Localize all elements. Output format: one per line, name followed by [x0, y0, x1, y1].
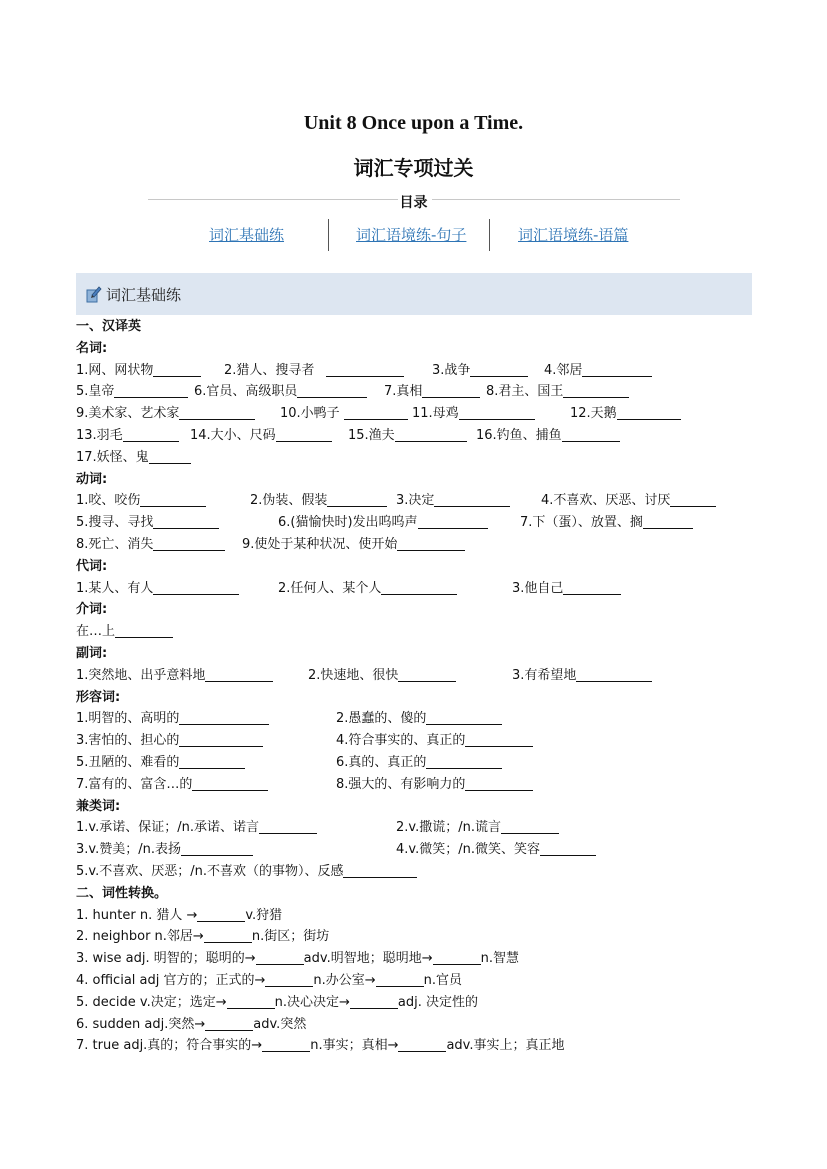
conversion-row — [76, 1014, 766, 1036]
conversion-text: adv.突然 — [253, 1016, 307, 1032]
noun-item: 7.真相 — [384, 384, 423, 400]
verb-item: 7.下（蛋）、放置、搁 — [520, 515, 643, 531]
answer-blank[interactable] — [197, 907, 245, 922]
adjective-item: 2.愚蠢的、傻的 — [336, 711, 427, 727]
adjectives-row — [76, 752, 766, 774]
noun-item: 17.妖怪、鬼 — [76, 449, 149, 465]
multi-class-item: 1.v.承诺、保证；/n.承诺、诺言 — [76, 820, 259, 836]
answer-blank[interactable] — [276, 427, 332, 442]
adjective-item: 1.明智的、高明的 — [76, 711, 180, 727]
answer-blank[interactable] — [205, 1016, 253, 1031]
adjective-item: 7.富有的、富含…的 — [76, 776, 193, 792]
nouns-row — [76, 425, 766, 447]
adverb-item: 1.突然地、出乎意料地 — [76, 667, 206, 683]
answer-blank[interactable] — [465, 732, 533, 747]
answer-blank[interactable] — [563, 383, 629, 398]
answer-blank[interactable] — [140, 492, 206, 507]
adjective-item: 4.符合事实的、真正的 — [336, 733, 466, 749]
prepositions-row — [76, 621, 766, 643]
noun-item: 11.母鸡 — [412, 406, 459, 422]
answer-blank[interactable] — [343, 863, 417, 878]
answer-blank[interactable] — [179, 405, 255, 420]
nouns-row — [76, 360, 766, 382]
noun-item: 13.羽毛 — [76, 427, 123, 443]
verb-item: 6.(猫愉快时)发出呜呜声 — [278, 515, 418, 531]
preposition-item: 在…上 — [76, 624, 116, 640]
noun-item: 14.大小、尺码 — [190, 427, 276, 443]
answer-blank[interactable] — [350, 994, 398, 1009]
answer-blank[interactable] — [670, 492, 716, 507]
adverbs-row — [76, 665, 766, 687]
answer-blank[interactable] — [297, 383, 367, 398]
noun-item: 6.官员、高级职员 — [194, 384, 298, 400]
nouns-label: 名词: — [76, 340, 108, 356]
verbs-row — [76, 490, 766, 512]
answer-blank[interactable] — [398, 1037, 446, 1052]
answer-blank[interactable] — [204, 928, 252, 943]
answer-blank[interactable] — [153, 580, 239, 595]
verb-item: 8.死亡、消失 — [76, 536, 154, 552]
answer-blank[interactable] — [465, 776, 533, 791]
multi-class-item: 4.v.微笑；/n.微笑、笑容 — [396, 842, 540, 858]
conversion-text: n.办公室→ — [313, 972, 376, 988]
noun-item: 1.网、网状物 — [76, 362, 154, 378]
conversion-text: 3. wise adj. 明智的；聪明的→ — [76, 951, 256, 967]
noun-item: 15.渔夫 — [348, 427, 395, 443]
answer-blank[interactable] — [153, 536, 225, 551]
answer-blank[interactable] — [459, 405, 535, 420]
pencil-note-icon — [86, 285, 102, 303]
conversion-row — [76, 926, 766, 948]
answer-blank[interactable] — [179, 710, 269, 725]
conversion-text: 4. official adj 官方的；正式的→ — [76, 972, 266, 988]
adjectives-row — [76, 708, 766, 730]
multi-class-row — [76, 839, 766, 861]
noun-item: 10.小鸭子 — [280, 406, 340, 422]
conversion-text: adv.事实上；真正地 — [446, 1038, 565, 1054]
noun-item: 9.美术家、艺术家 — [76, 406, 180, 422]
adjective-item: 5.丑陋的、难看的 — [76, 754, 180, 770]
noun-item: 5.皇帝 — [76, 384, 115, 400]
noun-item: 16.钓鱼、捕鱼 — [476, 427, 562, 443]
conversion-text: n.街区；街坊 — [251, 929, 330, 945]
answer-blank[interactable] — [262, 1037, 310, 1052]
answer-blank[interactable] — [397, 536, 465, 551]
answer-blank[interactable] — [181, 841, 253, 856]
section-banner — [76, 273, 752, 315]
verbs-row — [76, 512, 766, 534]
answer-blank[interactable] — [470, 362, 528, 377]
answer-blank[interactable] — [149, 449, 191, 464]
conversion-text: 6. sudden adj.突然→ — [76, 1016, 206, 1032]
multi-class-label: 兼类词: — [76, 798, 121, 814]
answer-blank[interactable] — [395, 427, 467, 442]
answer-blank[interactable] — [381, 580, 457, 595]
conversion-text: 2. neighbor n.邻居→ — [76, 929, 204, 945]
answer-blank[interactable] — [376, 972, 424, 987]
page-title: Unit 8 Once upon a Time. — [303, 112, 524, 134]
verb-item: 9.使处于某种状况、使开始 — [242, 536, 398, 552]
answer-blank[interactable] — [227, 994, 275, 1009]
answer-blank[interactable] — [256, 950, 304, 965]
verbs-row — [76, 534, 766, 556]
pronoun-item: 1.某人、有人 — [76, 580, 154, 596]
page-subtitle: 词汇专项过关 — [353, 156, 474, 180]
answer-blank[interactable] — [114, 383, 188, 398]
answer-blank[interactable] — [563, 580, 621, 595]
answer-blank[interactable] — [326, 362, 404, 377]
adverb-item: 2.快速地、很快 — [308, 667, 399, 683]
conversion-row — [76, 948, 766, 970]
pronoun-item: 2.任何人、某个人 — [278, 580, 382, 596]
answer-blank[interactable] — [115, 623, 173, 638]
conversion-text: v.狩猎 — [245, 907, 283, 923]
toc-link-sentence[interactable]: 词汇语境练-句子 — [356, 226, 467, 244]
answer-blank[interactable] — [418, 514, 488, 529]
answer-blank[interactable] — [398, 667, 456, 682]
adjectives-row — [76, 730, 766, 752]
answer-blank[interactable] — [327, 492, 387, 507]
answer-blank[interactable] — [582, 362, 652, 377]
answer-blank[interactable] — [426, 710, 502, 725]
answer-blank[interactable] — [265, 972, 313, 987]
answer-blank[interactable] — [540, 841, 596, 856]
adverbs-label: 副词: — [76, 645, 108, 661]
answer-blank[interactable] — [422, 383, 480, 398]
toc-separator — [328, 219, 329, 251]
conversion-row — [76, 1035, 766, 1057]
answer-blank[interactable] — [576, 667, 652, 682]
noun-item: 4.邻居 — [544, 362, 583, 378]
noun-item: 2.猎人、搜寻者 — [224, 362, 315, 378]
answer-blank[interactable] — [179, 754, 245, 769]
part2-heading: 二、词性转换。 — [76, 885, 168, 901]
conversion-text: n.智慧 — [480, 951, 519, 967]
answer-blank[interactable] — [344, 405, 408, 420]
conversion-text: 1. hunter n. 猎人 → — [76, 907, 198, 923]
toc-title: 目录 — [399, 195, 428, 211]
answer-blank[interactable] — [426, 754, 502, 769]
toc-link-basic[interactable]: 词汇基础练 — [209, 226, 285, 244]
answer-blank[interactable] — [153, 362, 201, 377]
adjectives-label: 形容词: — [76, 689, 121, 705]
verb-item: 5.搜寻、寻找 — [76, 515, 154, 531]
toc-separator — [489, 219, 490, 251]
verb-item: 3.决定 — [396, 493, 435, 509]
toc-link-passage[interactable]: 词汇语境练-语篇 — [518, 226, 629, 244]
answer-blank[interactable] — [434, 492, 510, 507]
conversion-text: n.官员 — [423, 972, 463, 988]
multi-class-item: 2.v.撒谎；/n.谎言 — [396, 820, 501, 836]
conversion-text: adv.明智地；聪明地→ — [303, 951, 433, 967]
answer-blank[interactable] — [617, 405, 681, 420]
noun-item: 12.天鹅 — [570, 406, 617, 422]
conversion-row — [76, 905, 766, 927]
answer-blank[interactable] — [153, 514, 219, 529]
pronoun-item: 3.他自己 — [512, 580, 564, 596]
adverb-item: 3.有希望地 — [512, 667, 577, 683]
conversion-text: 5. decide v.决定；选定→ — [76, 994, 227, 1010]
adjective-item: 8.强大的、有影响力的 — [336, 776, 466, 792]
nouns-row — [76, 403, 766, 425]
answer-blank[interactable] — [433, 950, 481, 965]
adjectives-row — [76, 774, 766, 796]
adjective-item: 6.真的、真正的 — [336, 754, 427, 770]
verb-item: 1.咬、咬伤 — [76, 493, 141, 509]
conversion-text: n.事实；真相→ — [310, 1038, 399, 1054]
pronouns-label: 代词: — [76, 558, 108, 574]
noun-item: 8.君主、国王 — [486, 384, 564, 400]
conversion-row — [76, 970, 766, 992]
nouns-row — [76, 381, 766, 403]
noun-item: 3.战争 — [432, 362, 471, 378]
exercise-content — [76, 316, 766, 1057]
part1-heading: 一、汉译英 — [76, 319, 142, 334]
conversion-text: n.决心决定→ — [274, 994, 350, 1010]
adjective-item: 3.害怕的、担心的 — [76, 733, 180, 749]
conversion-text: adj. 决定性的 — [397, 994, 479, 1010]
multi-class-row — [76, 861, 766, 883]
multi-class-item: 5.v.不喜欢、厌恶；/n.不喜欢（的事物）、反感 — [76, 863, 344, 879]
pronouns-row — [76, 578, 766, 600]
verb-item: 2.伪装、假装 — [250, 493, 328, 509]
verbs-label: 动词: — [76, 471, 108, 487]
answer-blank[interactable] — [562, 427, 620, 442]
multi-class-item: 3.v.赞美；/n.表扬 — [76, 842, 181, 858]
verb-item: 4.不喜欢、厌恶、讨厌 — [541, 493, 671, 509]
answer-blank[interactable] — [643, 514, 693, 529]
conversion-text: 7. true adj.真的；符合事实的→ — [76, 1038, 263, 1054]
answer-blank[interactable] — [205, 667, 273, 682]
prepositions-label: 介词: — [76, 602, 108, 618]
nouns-row — [76, 447, 766, 469]
conversion-row — [76, 992, 766, 1014]
multi-class-row — [76, 817, 766, 839]
answer-blank[interactable] — [259, 819, 317, 834]
answer-blank[interactable] — [192, 776, 268, 791]
answer-blank[interactable] — [123, 427, 179, 442]
section-banner-title: 词汇基础练 — [106, 286, 182, 304]
answer-blank[interactable] — [179, 732, 263, 747]
answer-blank[interactable] — [501, 819, 559, 834]
